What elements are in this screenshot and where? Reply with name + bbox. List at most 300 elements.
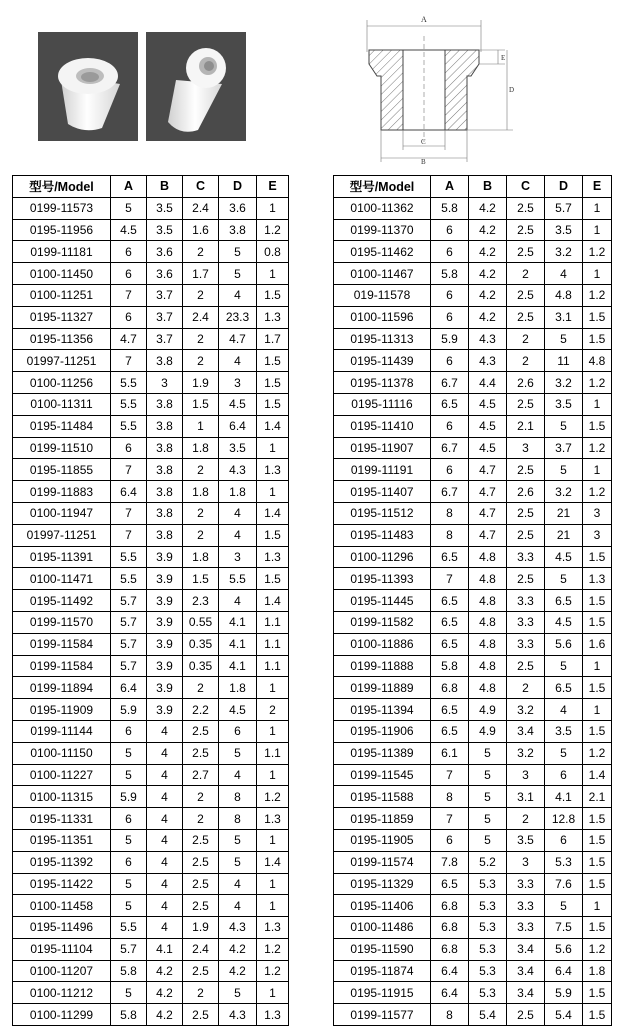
dimension-cell: 6.4 <box>111 677 147 699</box>
dimension-cell: 7 <box>111 284 147 306</box>
dimension-cell: 2.3 <box>183 590 219 612</box>
dimension-cell: 3.3 <box>507 895 545 917</box>
dimension-cell: 1.2 <box>583 372 612 394</box>
dimension-cell: 4.1 <box>219 633 257 655</box>
dimension-cell: 8 <box>431 786 469 808</box>
model-cell: 0195-11874 <box>334 960 431 982</box>
dimension-cell: 7 <box>431 808 469 830</box>
dimension-cell: 4.5 <box>111 219 147 241</box>
table-row <box>13 372 289 394</box>
dimension-cell: 4.7 <box>111 328 147 350</box>
dimension-cell: 3.6 <box>147 263 183 285</box>
dimension-cell: 2.5 <box>183 1004 219 1026</box>
dimension-cell: 2 <box>507 677 545 699</box>
table-row <box>334 633 612 655</box>
dimension-cell: 2.5 <box>183 960 219 982</box>
table-row <box>13 720 289 742</box>
dimension-cell: 4 <box>545 263 583 285</box>
dimension-cell: 5 <box>111 764 147 786</box>
dimension-cell: 5 <box>545 742 583 764</box>
dimension-cell: 1 <box>583 197 612 219</box>
dimension-cell: 4.8 <box>583 350 612 372</box>
dimension-cell: 4.7 <box>469 502 507 524</box>
model-cell: 0195-11391 <box>13 546 111 568</box>
dimension-cell: 5.3 <box>469 895 507 917</box>
table-row <box>334 241 612 263</box>
dimension-cell: 5.5 <box>111 568 147 590</box>
table-row <box>13 677 289 699</box>
table-row <box>13 590 289 612</box>
dimension-cell: 1.1 <box>257 611 289 633</box>
dimension-cell: 6.4 <box>431 982 469 1004</box>
dimension-cell: 1 <box>257 895 289 917</box>
model-cell: 0199-11582 <box>334 611 431 633</box>
dimension-cell: 1.9 <box>183 372 219 394</box>
model-cell: 0100-11150 <box>13 742 111 764</box>
dimension-cell: 6.4 <box>545 960 583 982</box>
spec-table-right-head <box>334 176 612 198</box>
table-row <box>334 938 612 960</box>
dimension-cell: 4.8 <box>469 546 507 568</box>
dimension-cell: 1.2 <box>583 241 612 263</box>
dimension-cell: 3.8 <box>147 481 183 503</box>
model-cell: 0195-11905 <box>334 829 431 851</box>
dimension-cell: 4.2 <box>469 284 507 306</box>
dimension-cell: 6 <box>431 306 469 328</box>
dimension-cell: 4.1 <box>219 655 257 677</box>
dimension-cell: 4 <box>219 873 257 895</box>
table-row <box>13 306 289 328</box>
dimension-cell: 8 <box>431 502 469 524</box>
dimension-cell: 1 <box>257 873 289 895</box>
dimension-cell: 6.7 <box>431 437 469 459</box>
table-row <box>334 808 612 830</box>
column-header: C <box>183 176 219 198</box>
model-cell: 0195-11909 <box>13 699 111 721</box>
dimension-cell: 4.2 <box>469 241 507 263</box>
dimension-cell: 1.5 <box>583 829 612 851</box>
table-row <box>13 219 289 241</box>
table-row <box>334 524 612 546</box>
dimension-cell: 1.2 <box>583 481 612 503</box>
model-cell: 0100-11251 <box>13 284 111 306</box>
dimension-cell: 3.5 <box>147 197 183 219</box>
dimension-cell: 4.2 <box>469 306 507 328</box>
dimension-cell: 2.5 <box>507 284 545 306</box>
dimension-cell: 3.8 <box>147 350 183 372</box>
dimension-cell: 2.5 <box>507 219 545 241</box>
model-cell: 0195-11104 <box>13 938 111 960</box>
model-cell: 0195-11484 <box>13 415 111 437</box>
model-cell: 0199-11191 <box>334 459 431 481</box>
model-cell: 0195-11313 <box>334 328 431 350</box>
table-row <box>334 982 612 1004</box>
dimension-cell: 3.8 <box>147 393 183 415</box>
dimension-cell: 4.7 <box>469 459 507 481</box>
dimension-cell: 3.9 <box>147 568 183 590</box>
dimension-cell: 5.5 <box>219 568 257 590</box>
dimension-cell: 7.8 <box>431 851 469 873</box>
dimension-cell: 2 <box>183 241 219 263</box>
dimension-cell: 7 <box>111 350 147 372</box>
dimension-cell: 4.8 <box>469 568 507 590</box>
product-photo-angled <box>146 32 246 141</box>
dimension-cell: 6 <box>431 241 469 263</box>
dimension-cell: 4 <box>219 590 257 612</box>
table-row <box>13 1004 289 1026</box>
dimension-cell: 3.5 <box>545 720 583 742</box>
dimension-cell: 8 <box>431 524 469 546</box>
dimension-cell: 1 <box>257 982 289 1004</box>
table-row <box>13 764 289 786</box>
model-cell: 0100-11450 <box>13 263 111 285</box>
dimension-cell: 5.4 <box>469 1004 507 1026</box>
model-cell: 0199-11889 <box>334 677 431 699</box>
dimension-cell: 1.5 <box>583 917 612 939</box>
dimension-cell: 1.2 <box>583 938 612 960</box>
dimension-cell: 1.4 <box>257 502 289 524</box>
model-cell: 0195-11406 <box>334 895 431 917</box>
table-row <box>334 459 612 481</box>
table-header-row <box>13 176 289 198</box>
dimension-cell: 8 <box>431 1004 469 1026</box>
dimension-cell: 3.6 <box>219 197 257 219</box>
dimension-cell: 3.5 <box>507 829 545 851</box>
dimension-cell: 5.5 <box>111 917 147 939</box>
column-header: D <box>219 176 257 198</box>
column-header: 型号/Model <box>334 176 431 198</box>
column-header: D <box>545 176 583 198</box>
model-cell: 0100-11458 <box>13 895 111 917</box>
dimension-cell: 3.4 <box>507 982 545 1004</box>
dimension-cell: 5.5 <box>111 372 147 394</box>
dimension-cell: 3.3 <box>507 590 545 612</box>
dimension-cell: 5.5 <box>111 415 147 437</box>
dimension-cell: 2.5 <box>183 895 219 917</box>
dimension-cell: 5.9 <box>111 699 147 721</box>
spec-table-left-head <box>13 176 289 198</box>
dimension-cell: 6.4 <box>431 960 469 982</box>
dimension-cell: 4 <box>147 786 183 808</box>
dimension-cell: 1.5 <box>257 393 289 415</box>
dimension-cell: 7.6 <box>545 873 583 895</box>
dimension-cell: 4.5 <box>469 437 507 459</box>
dimension-cell: 5.3 <box>469 938 507 960</box>
dimension-cell: 4.4 <box>469 372 507 394</box>
dimension-cell: 2 <box>183 982 219 1004</box>
dimension-cell: 4 <box>219 764 257 786</box>
dimension-cell: 6 <box>111 808 147 830</box>
product-photo-front <box>38 32 138 141</box>
model-cell: 0195-11327 <box>13 306 111 328</box>
dimension-cell: 3.3 <box>507 917 545 939</box>
dimension-cell: 1.5 <box>257 568 289 590</box>
model-cell: 0199-11181 <box>13 241 111 263</box>
model-cell: 0195-11588 <box>334 786 431 808</box>
model-cell: 0100-11227 <box>13 764 111 786</box>
dimension-cell: 2 <box>507 263 545 285</box>
model-cell: 0195-11392 <box>13 851 111 873</box>
table-row <box>13 350 289 372</box>
model-cell: 0100-11362 <box>334 197 431 219</box>
dimension-cell: 3.2 <box>545 241 583 263</box>
dimension-cell: 4.9 <box>469 720 507 742</box>
model-cell: 01997-11251 <box>13 350 111 372</box>
dimension-cell: 4.1 <box>219 611 257 633</box>
dimension-cell: 3.8 <box>147 459 183 481</box>
dimension-cell: 4.8 <box>545 284 583 306</box>
dimension-cell: 4.3 <box>219 459 257 481</box>
model-cell: 0100-11207 <box>13 960 111 982</box>
dimension-label-e: E <box>501 54 506 62</box>
table-row <box>334 437 612 459</box>
column-header: B <box>469 176 507 198</box>
model-cell: 0199-11144 <box>13 720 111 742</box>
spec-table-right <box>333 175 612 1026</box>
dimension-cell: 4.5 <box>219 699 257 721</box>
dimension-cell: 3 <box>583 524 612 546</box>
dimension-cell: 5 <box>469 808 507 830</box>
dimension-cell: 6 <box>111 306 147 328</box>
dimension-cell: 5.7 <box>545 197 583 219</box>
dimension-cell: 6.1 <box>431 742 469 764</box>
dimension-cell: 2.4 <box>183 938 219 960</box>
dimension-cell: 3.6 <box>147 241 183 263</box>
column-header: 型号/Model <box>13 176 111 198</box>
dimension-cell: 6 <box>545 829 583 851</box>
table-row <box>334 372 612 394</box>
dimension-cell: 1 <box>583 219 612 241</box>
dimension-cell: 6.7 <box>431 372 469 394</box>
dimension-cell: 1.5 <box>583 851 612 873</box>
dimension-cell: 3.7 <box>147 306 183 328</box>
dimension-label-a: A <box>421 15 427 24</box>
dimension-cell: 7 <box>111 459 147 481</box>
dimension-cell: 4 <box>219 895 257 917</box>
dimension-cell: 5.9 <box>431 328 469 350</box>
dimension-cell: 1.2 <box>257 219 289 241</box>
model-cell: 0199-11894 <box>13 677 111 699</box>
dimension-cell: 2.5 <box>507 1004 545 1026</box>
dimension-cell: 6.5 <box>431 720 469 742</box>
dimension-cell: 1.5 <box>583 546 612 568</box>
dimension-cell: 2.5 <box>507 459 545 481</box>
dimension-cell: 5.3 <box>469 960 507 982</box>
dimension-cell: 1.5 <box>257 284 289 306</box>
dimension-cell: 3.5 <box>545 393 583 415</box>
dimension-cell: 2 <box>183 459 219 481</box>
table-row <box>334 350 612 372</box>
dimension-cell: 1.4 <box>257 590 289 612</box>
model-cell: 0199-11577 <box>334 1004 431 1026</box>
table-row <box>13 699 289 721</box>
dimension-cell: 4.2 <box>147 1004 183 1026</box>
dimension-cell: 1.4 <box>257 851 289 873</box>
dimension-cell: 5 <box>219 263 257 285</box>
table-row <box>13 808 289 830</box>
spec-table-right-body <box>334 197 612 1025</box>
dimension-cell: 4.2 <box>469 197 507 219</box>
dimension-cell: 3 <box>219 372 257 394</box>
model-cell: 0195-11492 <box>13 590 111 612</box>
model-cell: 0100-11471 <box>13 568 111 590</box>
dimension-cell: 1.8 <box>183 481 219 503</box>
dimension-cell: 3 <box>507 764 545 786</box>
model-cell: 0195-11483 <box>334 524 431 546</box>
dimension-cell: 3.2 <box>507 699 545 721</box>
dimension-cell: 1.8 <box>219 677 257 699</box>
dimension-cell: 4.5 <box>219 393 257 415</box>
dimension-label-b: B <box>421 158 426 165</box>
dimension-cell: 5.6 <box>545 938 583 960</box>
dimension-cell: 1 <box>257 481 289 503</box>
dimension-cell: 1.2 <box>257 960 289 982</box>
dimension-cell: 5 <box>111 197 147 219</box>
table-row <box>13 568 289 590</box>
dimension-cell: 23.3 <box>219 306 257 328</box>
table-row <box>13 437 289 459</box>
model-cell: 0199-11574 <box>334 851 431 873</box>
dimension-cell: 1.9 <box>183 917 219 939</box>
dimension-cell: 6.5 <box>431 633 469 655</box>
dimension-cell: 5 <box>111 829 147 851</box>
model-cell: 0199-11510 <box>13 437 111 459</box>
table-row <box>334 568 612 590</box>
dimension-cell: 4.8 <box>469 611 507 633</box>
model-cell: 0195-11410 <box>334 415 431 437</box>
table-row <box>334 786 612 808</box>
dimension-cell: 6 <box>111 720 147 742</box>
table-row <box>334 197 612 219</box>
model-cell: 0199-11584 <box>13 655 111 677</box>
dimension-cell: 1.4 <box>257 415 289 437</box>
dimension-cell: 4.8 <box>469 655 507 677</box>
dimension-cell: 8 <box>219 808 257 830</box>
dimension-cell: 1 <box>583 459 612 481</box>
dimension-cell: 1 <box>257 263 289 285</box>
dimension-cell: 4.9 <box>469 699 507 721</box>
model-cell: 0195-11422 <box>13 873 111 895</box>
table-row <box>13 938 289 960</box>
dimension-cell: 1 <box>257 764 289 786</box>
dimension-cell: 5.3 <box>469 982 507 1004</box>
model-cell: 0195-11956 <box>13 219 111 241</box>
dimension-cell: 4.5 <box>545 546 583 568</box>
dimension-cell: 6 <box>431 350 469 372</box>
dimension-cell: 5.4 <box>545 1004 583 1026</box>
dimension-cell: 4.7 <box>219 328 257 350</box>
dimension-cell: 1.3 <box>257 459 289 481</box>
dimension-cell: 4.8 <box>469 590 507 612</box>
dimension-cell: 3.9 <box>147 633 183 655</box>
table-row <box>334 393 612 415</box>
table-row <box>13 197 289 219</box>
dimension-cell: 6 <box>431 459 469 481</box>
dimension-cell: 5.9 <box>545 982 583 1004</box>
dimension-cell: 3.5 <box>545 219 583 241</box>
dimension-cell: 3.5 <box>219 437 257 459</box>
dimension-cell: 2 <box>183 350 219 372</box>
dimension-label-c: C <box>421 138 426 146</box>
dimension-cell: 0.35 <box>183 633 219 655</box>
dimension-cell: 5.7 <box>111 633 147 655</box>
table-row <box>334 720 612 742</box>
table-row <box>334 829 612 851</box>
dimension-cell: 3.8 <box>147 415 183 437</box>
spec-table-left <box>12 175 289 1026</box>
dimension-cell: 3.4 <box>507 938 545 960</box>
table-row <box>334 917 612 939</box>
model-cell: 0100-11256 <box>13 372 111 394</box>
dimension-cell: 4 <box>147 808 183 830</box>
dimension-cell: 3.8 <box>147 437 183 459</box>
dimension-cell: 2.4 <box>183 306 219 328</box>
table-row <box>334 960 612 982</box>
model-cell: 0199-11883 <box>13 481 111 503</box>
table-row <box>334 306 612 328</box>
dimension-cell: 5 <box>545 459 583 481</box>
model-cell: 0100-11947 <box>13 502 111 524</box>
dimension-cell: 6 <box>111 263 147 285</box>
dimension-cell: 3.9 <box>147 677 183 699</box>
cross-section-diagram <box>355 10 535 165</box>
dimension-cell: 3.8 <box>147 502 183 524</box>
dimension-cell: 4.7 <box>469 524 507 546</box>
table-row <box>334 851 612 873</box>
dimension-cell: 6.7 <box>431 481 469 503</box>
dimension-cell: 4.2 <box>219 960 257 982</box>
model-cell: 0195-11445 <box>334 590 431 612</box>
dimension-cell: 6 <box>111 437 147 459</box>
model-cell: 0195-11915 <box>334 982 431 1004</box>
dimension-cell: 21 <box>545 502 583 524</box>
dimension-cell: 2 <box>183 808 219 830</box>
table-row <box>13 459 289 481</box>
dimension-cell: 5.5 <box>111 546 147 568</box>
model-cell: 0195-11378 <box>334 372 431 394</box>
dimension-cell: 1 <box>183 415 219 437</box>
dimension-cell: 4.2 <box>469 219 507 241</box>
table-row <box>334 1004 612 1026</box>
dimension-cell: 1.5 <box>183 568 219 590</box>
dimension-cell: 2 <box>183 786 219 808</box>
column-header: C <box>507 176 545 198</box>
dimension-cell: 1.3 <box>257 306 289 328</box>
table-header-row <box>334 176 612 198</box>
dimension-cell: 3.8 <box>147 524 183 546</box>
dimension-cell: 1.1 <box>257 633 289 655</box>
dimension-cell: 1.7 <box>257 328 289 350</box>
model-cell: 0195-11907 <box>334 437 431 459</box>
dimension-cell: 1.2 <box>583 437 612 459</box>
dimension-cell: 4.8 <box>469 633 507 655</box>
dimension-cell: 1.5 <box>583 1004 612 1026</box>
dimension-cell: 3.2 <box>545 372 583 394</box>
dimension-cell: 3.9 <box>147 611 183 633</box>
dimension-cell: 4.2 <box>147 982 183 1004</box>
table-row <box>13 655 289 677</box>
dimension-cell: 3.9 <box>147 590 183 612</box>
dimension-cell: 1 <box>583 895 612 917</box>
dimension-cell: 1 <box>583 393 612 415</box>
dimension-cell: 2.5 <box>183 851 219 873</box>
dimension-cell: 3.4 <box>507 720 545 742</box>
model-cell: 0100-11212 <box>13 982 111 1004</box>
dimension-cell: 1.5 <box>583 720 612 742</box>
dimension-cell: 6 <box>431 219 469 241</box>
dimension-cell: 5.7 <box>111 590 147 612</box>
table-row <box>334 895 612 917</box>
